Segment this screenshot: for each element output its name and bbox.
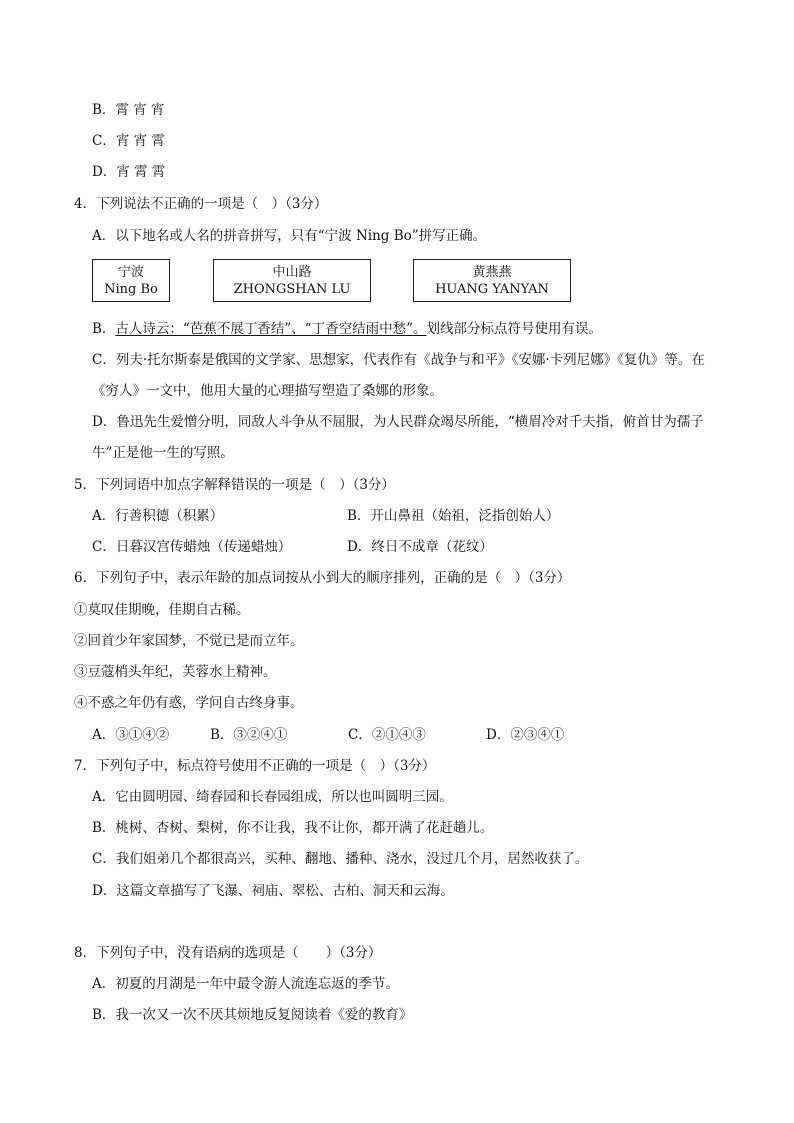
q4-option-d-line1: D．鲁迅先生爱憎分明，同敌人斗争从不屈服，为人民群众竭尽所能，“横眉冷对千夫指，俯首甘为孺子: [92, 414, 704, 430]
q4-option-a: A．以下地名或人名的拼音拼写，只有“宁波 Ning Bo”拼写正确。: [92, 228, 487, 244]
q5-option-c: C．日暮汉宫传蜡烛（传递蜡烛）: [92, 539, 292, 555]
pinyin-box-3-pinyin: HUANG YANYAN: [435, 282, 549, 297]
q3-option-b: B．霄 宵 宵: [92, 102, 165, 118]
pinyin-box-3-chinese: 黄燕燕: [472, 265, 512, 280]
q8-option-a: A．初夏的月湖是一年中最令游人流连忘返的季节。: [92, 976, 399, 992]
q7-option-b: B．桃树、杏树、梨树，你不让我，我不让你，都开满了花赶趟儿。: [92, 820, 494, 836]
q6-option-a: A．③①④②: [92, 727, 170, 743]
pinyin-box-1-pinyin: Ning Bo: [104, 282, 158, 297]
pinyin-box-1-chinese: 宁波: [117, 265, 144, 280]
pinyin-box-2-chinese: 中山路: [272, 265, 312, 280]
q5-stem: 5．下列词语中加点字解释错误的一项是（ ）（3分）: [74, 477, 395, 493]
q4-option-d-line2: 牛”正是他一生的写照。: [92, 445, 234, 461]
q8-stem: 8．下列句子中，没有语病的选项是（ ）（3分）: [74, 945, 382, 961]
pinyin-box-1: [92, 259, 170, 302]
pinyin-box-3: [413, 259, 571, 302]
q6-stem: 6．下列句子中，表示年龄的加点词按从小到大的顺序排列，正确的是（ ）（3分）: [74, 570, 571, 586]
q6-option-c: C．②①④③: [348, 727, 426, 743]
q4-stem: 4．下列说法不正确的一项是（ ）（3分）: [74, 196, 328, 212]
q3-option-c: C．宵 宵 霄: [92, 133, 165, 149]
q3-option-d: D．宵 霄 霄: [92, 164, 166, 180]
q7-stem: 7．下列句子中，标点符号使用不正确的一项是（ ）（3分）: [74, 758, 436, 774]
q8-option-b: B．我一次又一次不厌其烦地反复阅读着《爱的教育》: [92, 1007, 413, 1023]
q6-sentence-2: ②回首少年家国梦，不觉已是而立年。: [74, 633, 304, 649]
q4-option-c-line2: 《穷人》一文中，他用大量的心理描写塑造了桑娜的形象。: [92, 383, 443, 399]
q4-option-b-prefix: B．: [92, 321, 116, 337]
q5-option-d: D．终日不成章（花纹）: [347, 539, 493, 555]
q4-option-b-underlined: 古人诗云：“芭蕉不展丁香结”、“丁香空结雨中愁”。: [115, 321, 427, 337]
pinyin-box-2-pinyin: ZHONGSHAN LU: [233, 282, 351, 297]
q6-sentence-4: ④不惑之年仍有惑，学问自古终身事。: [74, 695, 304, 711]
pinyin-box-2: [213, 259, 371, 302]
q6-sentence-3: ③豆蔻梢头年纪，芙蓉水上精神。: [74, 664, 277, 680]
q6-option-d: D．②③④①: [486, 727, 565, 743]
q5-option-b: B．开山鼻祖（始祖，泛指创始人）: [347, 508, 560, 524]
q5-option-a: A．行善积德（积累）: [92, 508, 224, 524]
q6-sentence-1: ①莫叹佳期晚，佳期自古稀。: [74, 602, 250, 618]
q7-option-c: C．我们姐弟几个都很高兴，买种、翻地、播种、浇水，没过几个月，居然收获了。: [92, 851, 589, 867]
q4-option-b: [92, 320, 602, 338]
q4-option-c-line1: C．列夫·托尔斯泰是俄国的文学家、思想家，代表作有《战争与和平》《安娜·卡列尼娜》《复仇》等。在: [92, 352, 705, 368]
q4-option-b-suffix: 划线部分标点符号使用有误。: [426, 321, 603, 337]
q7-option-d: D．这篇文章描写了飞瀑、祠庙、翠松、古柏、洞天和云海。: [92, 883, 454, 899]
q7-option-a: A．它由圆明园、绮春园和长春园组成，所以也叫圆明三园。: [92, 789, 453, 805]
q6-option-b: B．③②④①: [210, 727, 288, 743]
